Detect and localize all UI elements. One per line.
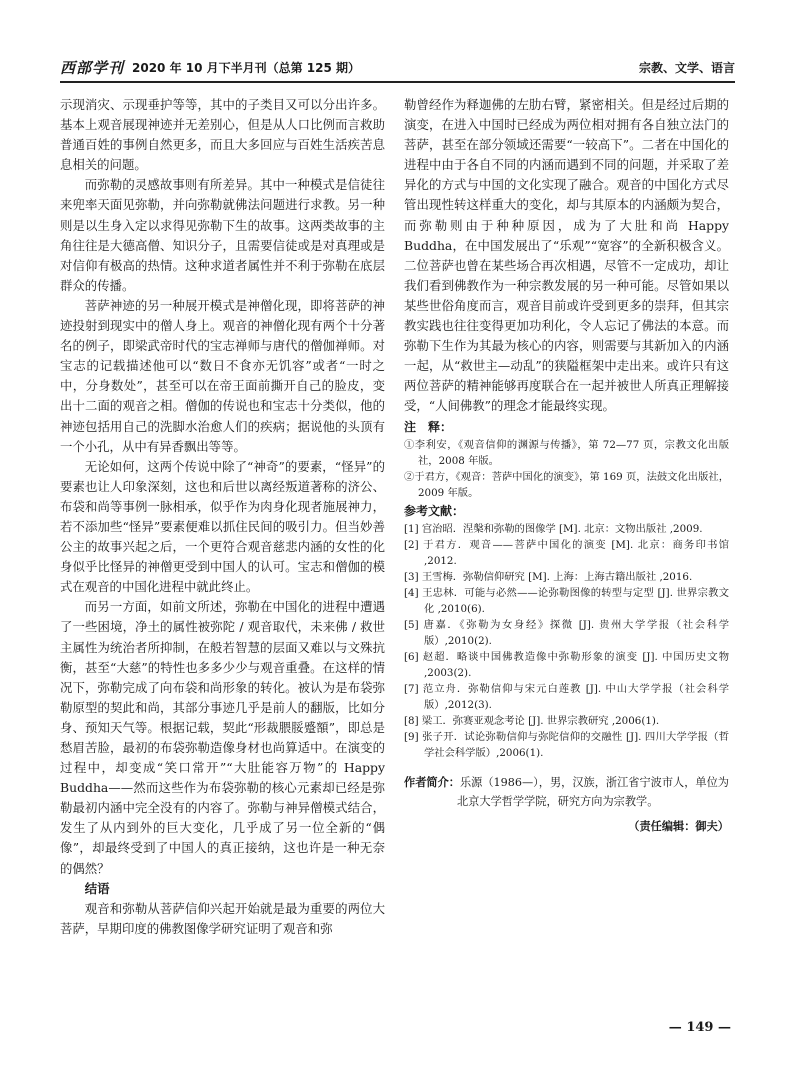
reference-item: [8] 梁工．弥赛亚观念考论 [J]. 世界宗教研究 ,2006(1). bbox=[404, 714, 660, 727]
header-rule bbox=[60, 81, 735, 83]
reference-item: [1] 宫治昭．涅槃和弥勒的图像学 [M]. 北京：文物出版社 ,2009. bbox=[404, 522, 703, 535]
paragraph: 观音和弥勒从菩萨信仰兴起开始就是最为重要的两位大菩萨，早期印度的佛教图像学研究证明了观音和弥 bbox=[60, 900, 385, 936]
page-number: — 149 — bbox=[668, 1020, 731, 1035]
journal-logo: 西部学刊 bbox=[60, 59, 125, 77]
references-heading: 参考文献： bbox=[404, 503, 465, 518]
reference-item: [7] 范立舟．弥勒信仰与宋元白莲教 [J]. 中山大学学报（社会科学版）,2012(3). bbox=[404, 682, 729, 711]
paragraph: 勒曾经作为释迦佛的左肋右臂，紧密相关。但是经过后期的演变，在进入中国时已经成为两位相对拥有各自独立法门的菩萨，甚至在部分领域还需要“一较高下”。二者在中国化的进程中由于各自不同的内涵而遇到不同的问题，并采取了差异化的方式与中国的文化实现了融合。观音的中国化方式尽管出现性转这样重大的变化，却与其原本的内涵颇为契合，而弥勒则由于种种原因，成为了大肚和尚 Happy Buddha，在中国发展出了“乐观”“宽容”的全新积极含义。二位菩萨也曾在某些场合再次相遇，尽管不一定成功，却让我们看到佛教作为一种宗教发展的另一种可能。尽管如果以某些世俗角度而言，观音目前或许受到更多的崇拜，但其宗教实践也往往变得更加功利化，令人忘记了佛法的本意。而弥勒下生作为其最为核心的内容，则需要与其新加入的内涵一起，从“救世主—动乱”的狭隘框架中走出来。或许只有这两位菩萨的精神能够再度联合在一起并被世人所真正理解接受，“人间佛教”的理念才能最终实现。 bbox=[404, 97, 729, 414]
notes-heading: 注 释： bbox=[404, 419, 453, 434]
note-item: ①李利安，《观音信仰的渊源与传播》，第 72—77 页，宗教文化出版社，2008 年版。 bbox=[404, 438, 729, 467]
section-title: 宗教、文学、语言 bbox=[638, 61, 735, 75]
reference-item: [9] 张子开．试论弥勒信仰与弥陀信仰的交融性 [J]. 四川大学学报（哲学社会科学版）,2006(1). bbox=[404, 730, 729, 759]
paragraph: 而另一方面，如前文所述，弥勒在中国化的进程中遭遇了一些困境，净土的属性被弥陀 / 观音取代，未来佛 / 救世主属性为统治者所抑制，在般若智慧的层面又难以与文殊抗衡，甚至“大慈”的特性也多多少少与观音重叠。在这样的情况下，弥勒完成了向布袋和尚形象的转化。被认为是布袋弥勒原型的契此和尚，其部分事迹几乎是前人的翻版，比如分身、预知天气等。根据记载，契此“形裁腲脮蹙額”，即总是愁眉苦脸，最初的布袋弥勒造像身材也尚算适中。在演变的过程中，却变成“笑口常开”“大肚能容万物”的 Happy Buddha——然而这些作为布袋弥勒的核心元素却已经是弥勒最初内涵中完全没有的内容了。弥勒与神异僧模式结合，发生了从内到外的巨大变化，几乎成了另一位全新的“偶像”，却最终受到了中国人的真正接纳，这也许是一种无奈的偶然？ bbox=[60, 599, 385, 876]
author-label: 作者简介： bbox=[404, 775, 460, 789]
paragraph: 菩萨神迹的另一种展开模式是神僧化现，即将菩萨的神迹投射到现实中的僧人身上。观音的神僧化现有两个十分著名的例子，即梁武帝时代的宝志禅师与唐代的僧伽禅师。对宝志的记载描述他可以“数日不食亦无饥容”或者“一时之中，分身数处”，甚至可以在帝王面前撕开自己的脸皮，变出十二面的观音之相。僧伽的传说也和宝志十分类似，他的神迹包括用自己的洗脚水治愈人们的疾病；据说他的头顶有一个小孔，从中有异香飘出等等。 bbox=[60, 297, 385, 454]
page-header bbox=[60, 57, 735, 79]
author-bio bbox=[404, 773, 729, 811]
right-column bbox=[404, 95, 729, 837]
responsible-editor: （责任编辑：御夫） bbox=[628, 819, 729, 833]
paragraph: 示现消灾、示现垂护等等，其中的子类目又可以分出许多。基本上观音展现神迹并无差别心，但是从人口比例而言救助普通百姓的事例自然更多，而且大多回应与百姓生活疾苦息息相关的问题。 bbox=[60, 97, 385, 173]
author-text: 乐源（1986—），男，汉族，浙江省宁波市人，单位为北京大学哲学学院，研究方向为宗教学。 bbox=[457, 775, 729, 808]
reference-item: [2] 于君方．观音——菩萨中国化的演变 [M]. 北京：商务印书馆 ,2012. bbox=[404, 538, 729, 567]
left-column bbox=[60, 95, 385, 939]
note-item: ②于君方，《观音：菩萨中国化的演变》，第 169 页，法鼓文化出版社，2009 年版。 bbox=[404, 470, 729, 499]
reference-item: [4] 王忠林．可能与必然——论弥勒图像的转型与定型 [J]. 世界宗教文化 ,2010(6). bbox=[404, 586, 729, 615]
conclusion-heading: 结语 bbox=[84, 880, 110, 896]
paragraph: 无论如何，这两个传说中除了“神奇”的要素，“怪异”的要素也让人印象深刻，这也和后世以离经叛道著称的济公、布袋和尚等事例一脉相承，似乎作为肉身化现者施展神力，若不添加些“怪异”要素便难以抓住民间的吸引力。但当妙善公主的故事兴起之后，一个更符合观音慈悲内涵的女性的化身似乎比怪异的神僧更受到中国人的认可。宝志和僧伽的模式在观音的中国化进程中就此终止。 bbox=[60, 458, 385, 595]
reference-item: [6] 赵超．略谈中国佛教造像中弥勒形象的演变 [J]. 中国历史文物 ,2003(2). bbox=[404, 650, 729, 679]
issue-info: 2020 年 10 月下半月刊（总第 125 期） bbox=[132, 61, 361, 75]
paragraph: 而弥勒的灵感故事则有所差异。其中一种模式是信徒往来兜率天面见弥勒，并向弥勒就佛法问题进行求教。另一种则是以生身入定以求得见弥勒下生的故事。这两类故事的主角往往是大德高僧、知识分子，且需要信徒或是对真理或是对信仰有极高的热情。这种求道者属性并不利于弥勒在底层群众的传播。 bbox=[60, 177, 385, 293]
reference-item: [5] 唐嘉．《弥勒为女身经》探微 [J]. 贵州大学学报（社会科学版）,2010(2). bbox=[404, 618, 729, 647]
reference-item: [3] 王雪梅．弥勒信仰研究 [M]. 上海：上海古籍出版社 ,2016. bbox=[404, 570, 693, 583]
